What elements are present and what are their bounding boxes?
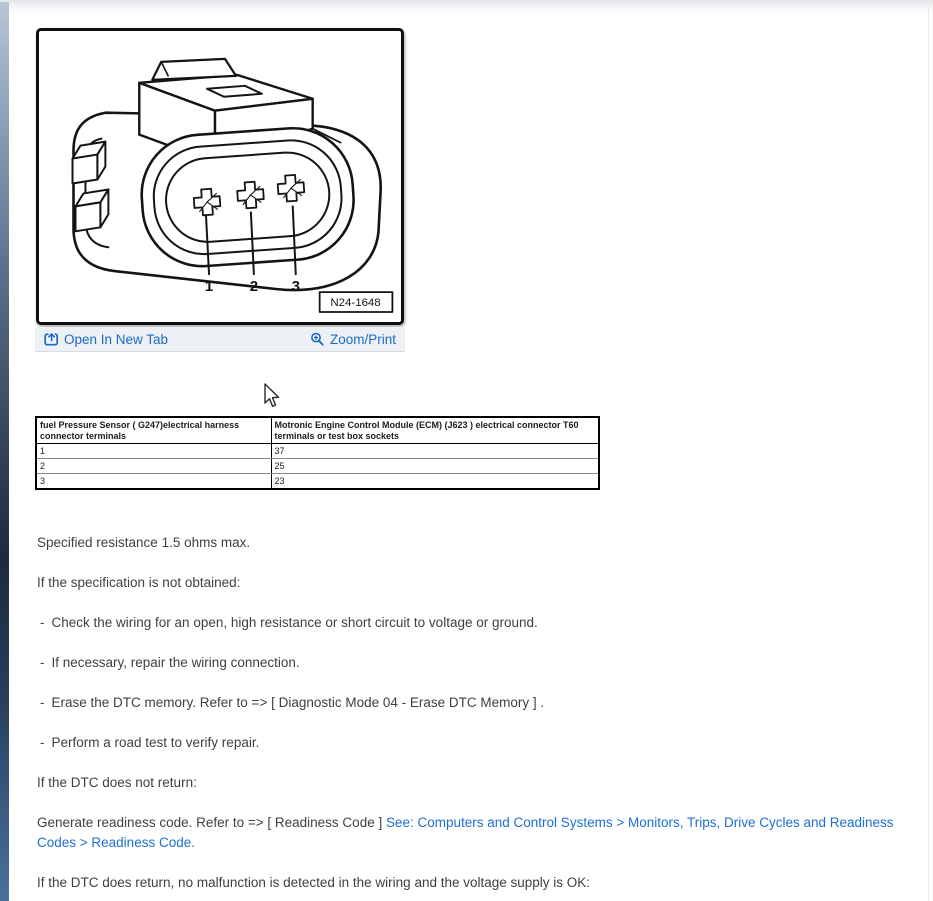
open-in-new-tab-icon bbox=[44, 332, 59, 346]
if-no-return-text: If the DTC does not return: bbox=[37, 775, 197, 790]
bullet-dash: - bbox=[40, 655, 45, 670]
if-not-obtained-text: If the specification is not obtained: bbox=[37, 575, 241, 590]
open-in-new-tab-label: Open In New Tab bbox=[64, 331, 169, 347]
bullet-check-wiring bbox=[37, 613, 919, 633]
bullet-road-test bbox=[37, 733, 919, 753]
bullet-repair-wiring bbox=[37, 653, 919, 673]
desktop-wallpaper-edge bbox=[0, 2, 9, 901]
table-row bbox=[36, 474, 599, 490]
ecm-terminal-cell: 25 bbox=[271, 459, 599, 474]
connector-figure[interactable] bbox=[36, 28, 404, 325]
pin-label-3: 3 bbox=[291, 278, 300, 296]
right-edge-line bbox=[928, 0, 929, 901]
bullet-dash: - bbox=[40, 695, 45, 710]
top-gradient-band bbox=[0, 0, 933, 14]
bullet-dash: - bbox=[40, 615, 45, 630]
bullet-text: Erase the DTC memory. Refer to => [ Diagnostic Mode 04 - Erase DTC Memory ] . bbox=[51, 695, 545, 710]
open-in-new-tab-link[interactable] bbox=[44, 332, 168, 347]
bullet-dash: - bbox=[40, 735, 45, 750]
pin-label-2: 2 bbox=[249, 278, 259, 296]
zoom-print-label: Zoom/Print bbox=[329, 331, 396, 347]
table-row bbox=[36, 459, 599, 474]
bullet-erase-dtc bbox=[37, 693, 919, 713]
if-return-text: If the DTC does return, no malfunction is detected in the wiring and the voltage supply is OK: bbox=[37, 875, 591, 890]
figure-links-bar bbox=[35, 327, 405, 352]
table-header-ecm-terminals: Motronic Engine Control Module (ECM) (J623 ) electrical connector T60 terminals or test box sockets bbox=[271, 417, 599, 444]
connector-line-art bbox=[39, 31, 401, 322]
ecm-terminal-cell: 37 bbox=[271, 444, 599, 459]
sensor-terminal-cell: 1 bbox=[36, 444, 271, 459]
terminal-mapping-table bbox=[35, 416, 600, 490]
mouse-cursor bbox=[262, 383, 281, 409]
bullet-text: Check the wiring for an open, high resistance or short circuit to voltage or ground. bbox=[51, 615, 538, 630]
procedure-text bbox=[37, 533, 919, 901]
pin-label-1: 1 bbox=[204, 278, 214, 296]
sensor-terminal-cell: 2 bbox=[36, 459, 271, 474]
zoom-plus-icon bbox=[310, 332, 325, 347]
bullet-text: Perform a road test to verify repair. bbox=[51, 735, 260, 750]
spec-resistance-text: Specified resistance 1.5 ohms max. bbox=[37, 535, 251, 550]
figure-id-label: N24-1648 bbox=[330, 297, 381, 310]
generate-readiness-text: Generate readiness code. Refer to => [ Readiness Code ] bbox=[37, 815, 386, 830]
readiness-code-link[interactable]: See: Computers and Control Systems > Monitors, Trips, Drive Cycles and Readiness Codes > Readiness Code. bbox=[37, 815, 894, 850]
table-header-sensor-terminals: fuel Pressure Sensor ( G247)electrical harness connector terminals bbox=[36, 417, 271, 444]
generate-readiness-paragraph bbox=[37, 813, 919, 853]
zoom-print-link[interactable] bbox=[310, 332, 396, 347]
bullet-text: If necessary, repair the wiring connection. bbox=[51, 655, 300, 670]
table-row bbox=[36, 444, 599, 459]
sensor-terminal-cell: 3 bbox=[36, 474, 271, 490]
ecm-terminal-cell: 23 bbox=[274, 476, 285, 486]
